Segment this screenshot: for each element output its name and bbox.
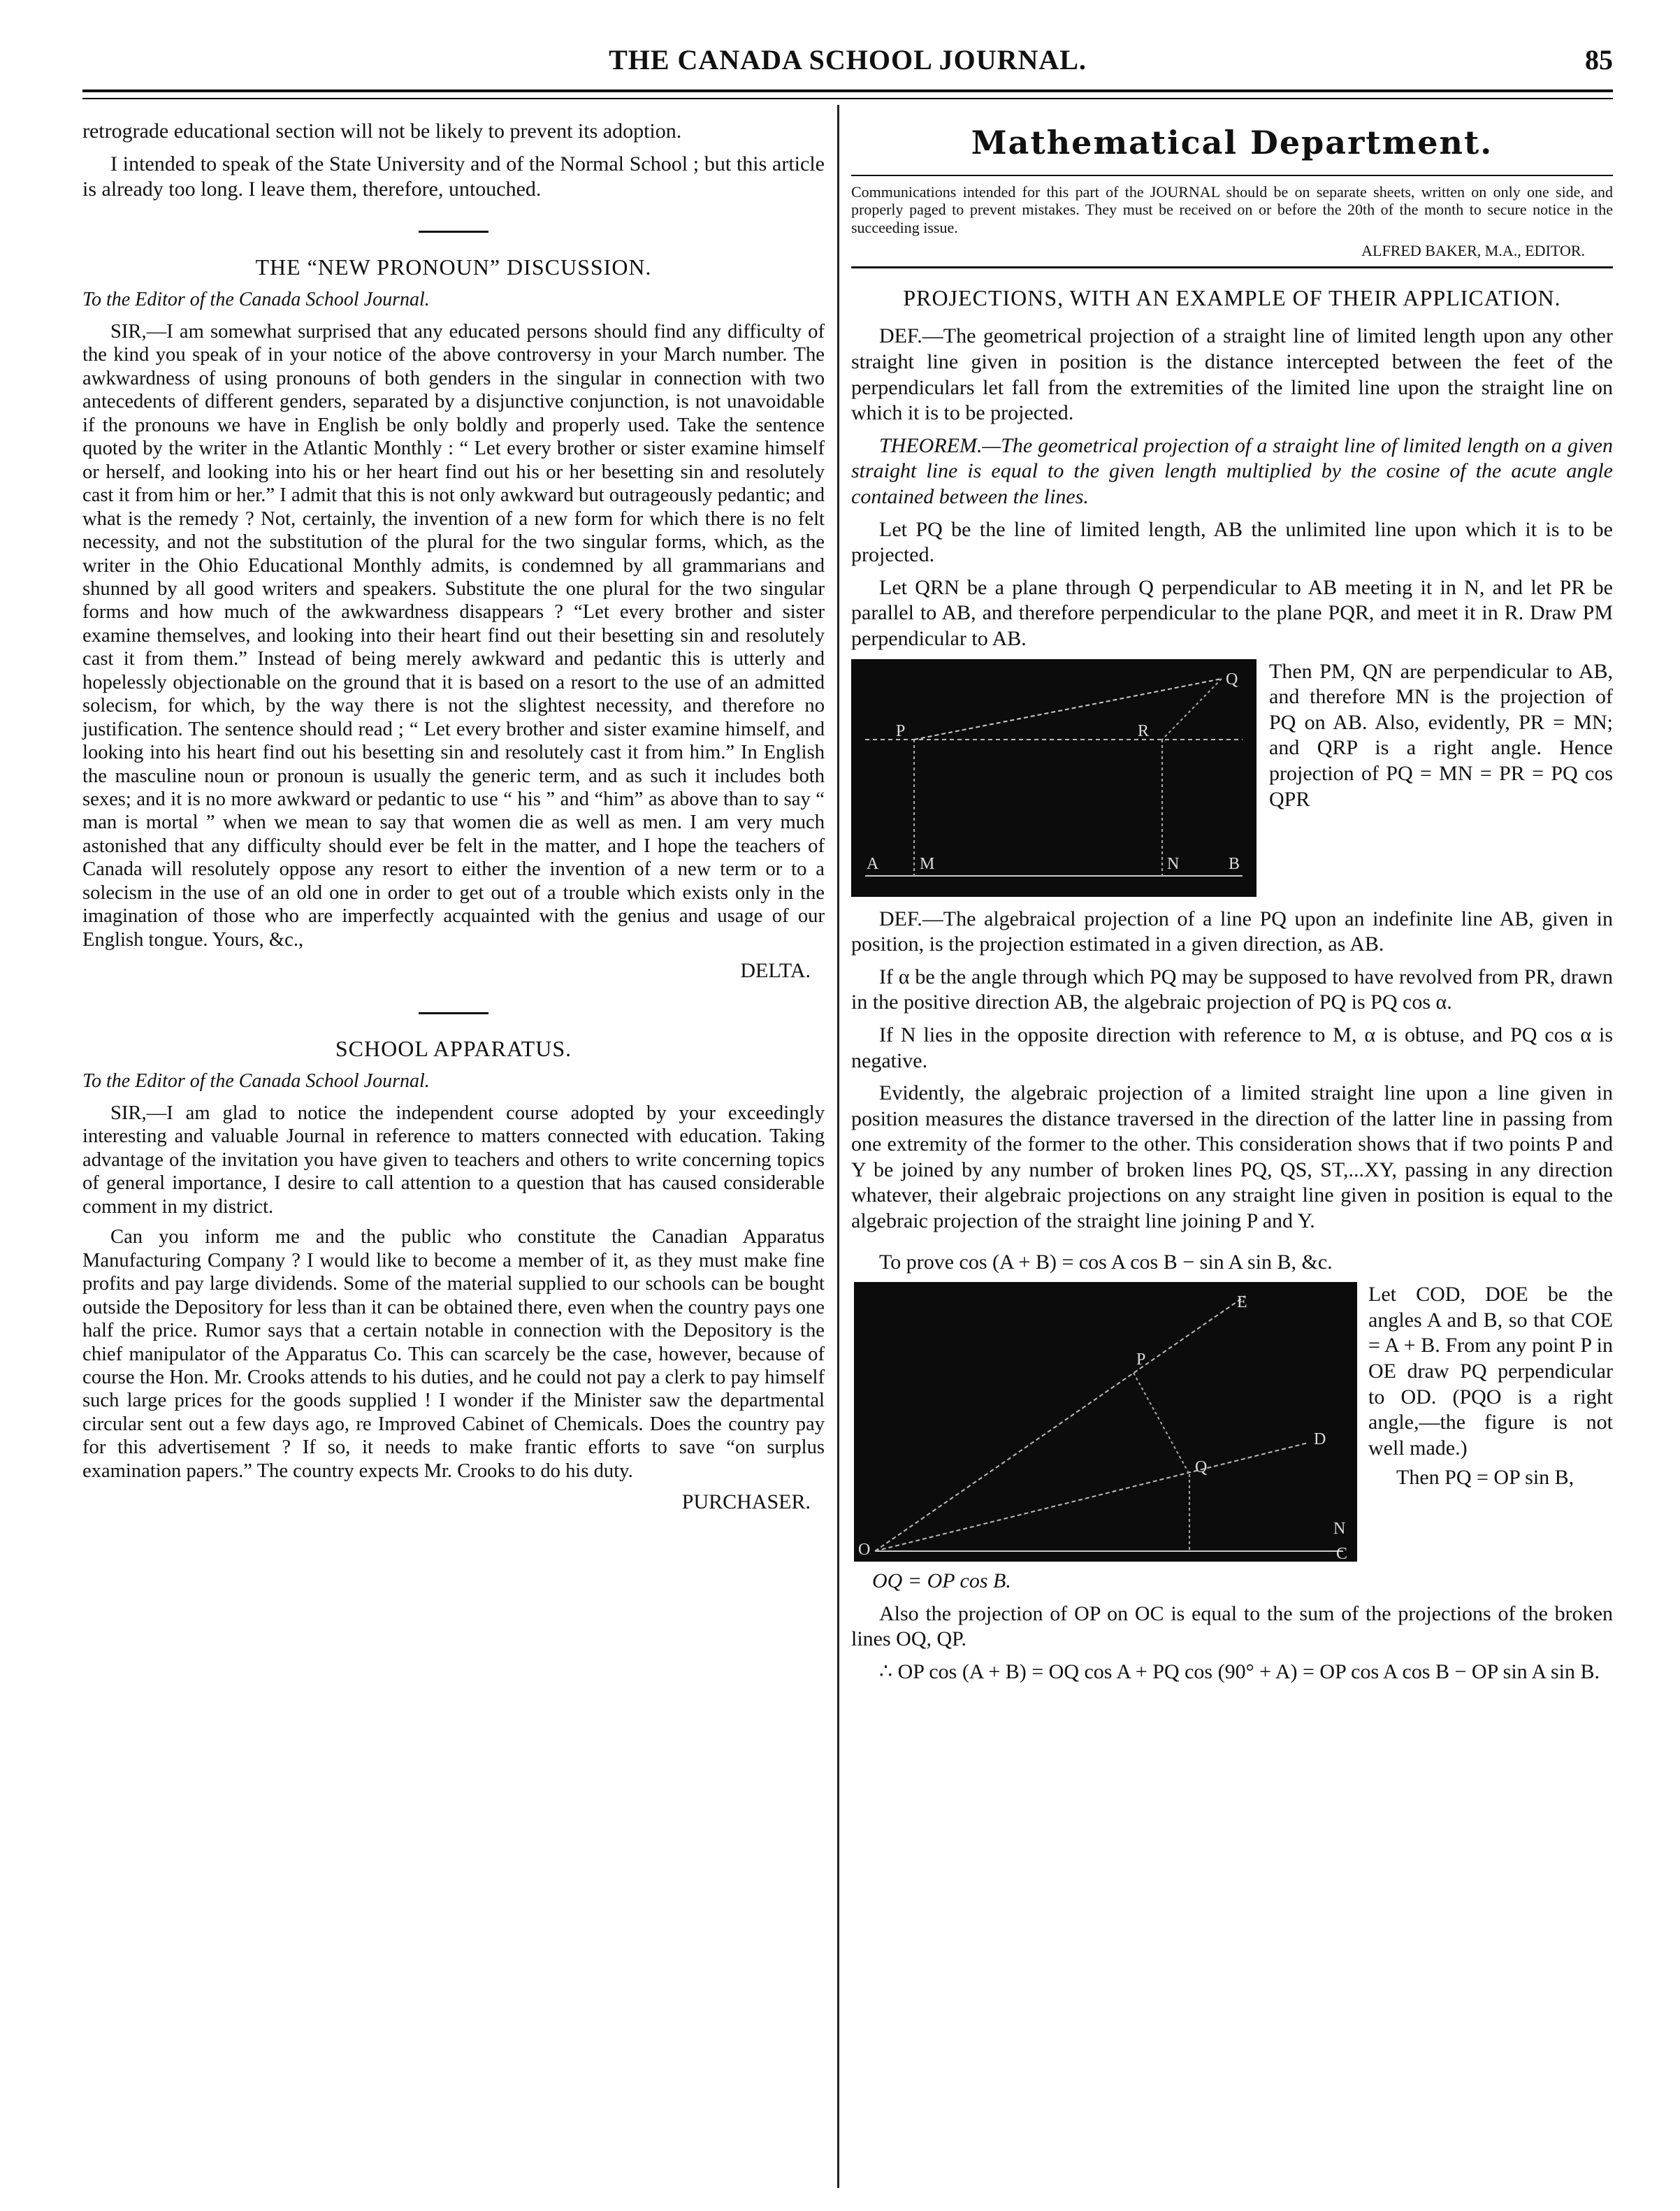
figure-2-text: Let COD, DOE be the angles A and B, so that COE = A + B. From any point P in OE draw PQ perpendicular to OD. (PQO is a right angle,—the figure is not well made.) <box>1368 1283 1613 1460</box>
figure-2-block <box>851 1282 1613 1569</box>
paragraph-alpha: If α be the angle through which PQ may be supposed to have revolved from PR, drawn in the positive direction AB, the algebraic projection of PQ is PQ cos α. <box>851 965 1613 1014</box>
fig1-label-b: B <box>1229 854 1240 873</box>
apparatus-signature: PURCHASER. <box>681 1490 811 1514</box>
fig1-label-r: R <box>1138 721 1150 740</box>
figure-1-text: Then PM, QN are perpendicular to AB, and therefore MN is the projection of PQ on AB. Also, evidently, PR = MN; and QRP is a right angle. Hence projection of PQ = MN = PR = PQ cos QPR <box>1269 659 1613 811</box>
definition-2: DEF.—The algebraical projection of a line PQ upon an indefinite line AB, given in position, is the projection estimated in a given direction, as AB. <box>851 907 1613 956</box>
right-column <box>851 119 1613 1692</box>
fig2-label-o: O <box>858 1541 871 1560</box>
running-title: THE CANADA SCHOOL JOURNAL. <box>609 44 1087 75</box>
theorem: THEOREM.—The geometrical projection of a straight line of limited length on a given straight line is equal to the given length multiplied by the cosine of the acute angle contained between the lines. <box>851 433 1613 508</box>
paragraph-to-prove: To prove cos (A + B) = cos A cos B − sin A sin B, &c. <box>879 1250 1333 1274</box>
fig1-label-p: P <box>896 721 906 740</box>
header-rule-thin <box>82 98 1613 99</box>
fig1-label-n: N <box>1167 854 1180 873</box>
paragraph-let-qrn: Let QRN be a plane through Q perpendicular to AB meeting it in N, and let PR be parallel to AB, and therefore perpendicular to the plane PQR, and meet it in R. Draw PM perpendicular to AB. <box>851 575 1613 650</box>
apparatus-paragraph-1: SIR,—I am glad to notice the independent course adopted by your exceedingly interesting and valuable Journal in reference to matters connected with education. Taking advantage of the invitation you have given to teachers and others to write concerning topics of general importance, I desire to call attention to a question that has caused considerable comment in my district. <box>82 1102 825 1218</box>
section-rule <box>419 231 488 233</box>
figure-2-then: Then PQ = OP sin B, <box>1396 1466 1574 1490</box>
apparatus-paragraph-2: Can you inform me and the public who constitute the Canadian Apparatus Manufacturing Company ? I would like to become a member of it, as they must make fine profits and pay large dividends. Some of the material supplied to our schools can be bought outside the Depository for less than it can be obtained there, even when the country pays one half the price. Rumor says that a certain notable in connection with the Depository is the chief manipulator of the Apparatus Co. This can scarcely be the case, however, because of course the Hon. Mr. Crooks attends to his duties, and he could not pay a clerk to pay himself such large prices for the goods supplied ! I wonder if the Minister saw the departmental circular sent out a few days ago, re Improved Cabinet of Chemicals. Does the country pay for this advertisement ? If so, it needs to make frantic efforts to save “on surplus examination papers.” The country expects Mr. Crooks to do his duty. <box>82 1226 825 1482</box>
figure-1-block <box>851 659 1613 902</box>
page-header <box>82 43 1613 85</box>
paragraph-let-pq: Let PQ be the line of limited length, AB the unlimited line upon which it is to be projected. <box>851 517 1613 567</box>
department-rule-bottom <box>851 266 1613 268</box>
department-notice: Communications intended for this part of the JOURNAL should be on separate sheets, written on only one side, and properly paged to prevent mistakes. They must be received on or before the 20th of the month to secure notice in the succeeding issue. <box>851 183 1613 236</box>
department-editor: ALFRED BAKER, M.A., EDITOR. <box>1361 242 1585 259</box>
fig2-label-n: N <box>1333 1520 1346 1539</box>
fig2-label-p: P <box>1136 1351 1146 1369</box>
figure-2-side-text <box>1368 1282 1613 1491</box>
fig2-label-c: C <box>1336 1545 1348 1562</box>
pronoun-signature: DELTA. <box>740 959 811 983</box>
pronoun-section-title: THE “NEW PRONOUN” DISCUSSION. <box>255 254 652 280</box>
fig2-label-e: E <box>1237 1293 1247 1312</box>
fig1-label-m: M <box>920 854 935 873</box>
paragraph-oq: OQ = OP cos B. <box>872 1569 1011 1593</box>
section-rule <box>419 1012 488 1014</box>
figure-2-angle-diagram <box>854 1282 1357 1562</box>
intro-paragraph-1: retrograde educational section will not be likely to prevent its adoption. <box>82 120 682 143</box>
paragraph-n-lies: If N lies in the opposite direction with reference to M, α is obtuse, and PQ cos α is negative. <box>851 1023 1613 1072</box>
department-title: Mathematical Department. <box>971 124 1493 161</box>
paragraph-evidently: Evidently, the algebraic projection of a limited straight line upon a line given in position measures the distance traversed in the direction of the latter line in passing from one extremity of the former to the other. This consideration shows that if two points P and Y be joined by any number of broken lines PQ, QS, ST,...XY, passing in any direction whatever, their algebraic projections on any straight line given in position is equal to the algebraic projection of the straight line joining P and Y. <box>851 1081 1613 1233</box>
figure-1-projection-diagram <box>851 659 1257 897</box>
fig1-label-a: A <box>867 854 879 873</box>
pronoun-letter-body: SIR,—I am somewhat surprised that any educated persons should find any difficulty of the kind you speak of in your notice of the above controversy in your March number. The awkwardness of using pronouns of both genders in the singular in connection with two antecedents of different genders, separated by a disjunctive conjunction, is not unavoidable if the pronouns we have in English be only boldly and properly used. Take the sentence quoted by the writer in the Atlantic Monthly : “ Let every brother or sister examine himself or herself, and looking into his or her heart find out his or her besetting sin and resolutely cast it from him or her.” I admit that this is not only awkward but outrageously pedantic; and what is the remedy ? Not, certainly, the invention of a new form for which there is no felt necessity, and not the substitution of the plural for the two singular forms, which, as the writer in the Ohio Educational Monthly admits, is condemned by all grammarians and shunned by all good writers and speakers. Substitute the one plural for the two singular forms and how much of the awkwardness disappears ? “Let every brother and sister examine themselves, and looking into their heart find out their besetting sin and resolutely cast it from them.” Instead of being merely awkward and pedantic this is utterly and hopelessly objectionable on the ground that it is based on a resort to the use of an admitted solecism, for which, by the way there is not the slightest necessity, and therefore no justification. The sentence should read ; “ Let every brother and sister examine himself, and looking into his heart find out his besetting sin and resolutely cast it from him.” In English the masculine noun or pronoun is usually the generic term, and as such it includes both sexes; and it is no more awkward or pedantic to use “ his ” and “him” as above than to say “ man is mortal ” when we mean to say that women die as well as men. I am very much astonished that any difficulty should ever be felt in the matter, and I hope the teachers of Canada will resolutely oppose any resort to either the invention of a new term or to a solecism in the use of an old one in order to get out of a trouble which exists only in the imagination of those who are imperfectly acquainted with the genius and usage of our English tongue. Yours, &c., <box>82 320 825 951</box>
column-divider <box>837 105 839 2188</box>
figure-2-svg <box>854 1282 1357 1562</box>
definition-1: DEF.—The geometrical projection of a straight line of limited length upon any other straight line given in position is the distance intercepted between the feet of the perpendiculars let fall from the extremities of the limited line upon the straight line on which it is to be projected. <box>851 324 1613 425</box>
intro-paragraph-2: I intended to speak of the State University and of the Normal School ; but this article is already too long. I leave them, therefore, untouched. <box>82 152 825 201</box>
department-rule <box>851 175 1613 176</box>
page-number: 85 <box>1585 44 1613 75</box>
left-column <box>82 119 825 1522</box>
paragraph-also: Also the projection of OP on OC is equal to the sum of the projections of the broken lines OQ, QP. <box>851 1601 1613 1651</box>
fig2-label-d: D <box>1314 1430 1326 1449</box>
pronoun-to-editor: To the Editor of the Canada School Journal. <box>82 288 430 310</box>
article-title: PROJECTIONS, WITH AN EXAMPLE OF THEIR APPLICATION. <box>903 285 1561 310</box>
figure-1-svg <box>851 659 1257 897</box>
paragraph-therefore: ∴ OP cos (A + B) = OQ cos A + PQ cos (90° + A) = OP cos A cos B − OP sin A sin B. <box>879 1660 1600 1684</box>
header-rule-thick <box>82 89 1613 92</box>
apparatus-to-editor: To the Editor of the Canada School Journal. <box>82 1070 430 1092</box>
apparatus-section-title: SCHOOL APPARATUS. <box>335 1035 572 1061</box>
fig2-label-q: Q <box>1195 1458 1208 1477</box>
fig1-label-q: Q <box>1226 670 1238 689</box>
